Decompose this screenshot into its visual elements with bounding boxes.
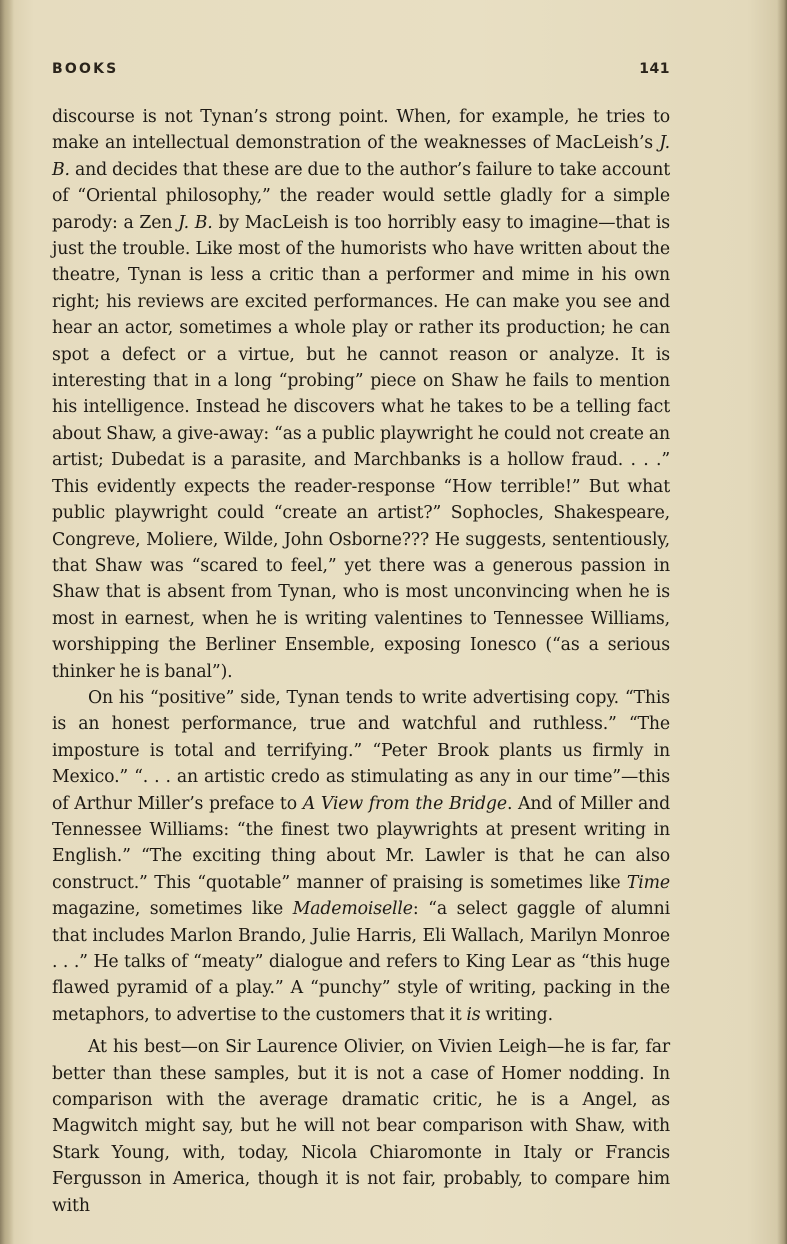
spine-shadow [0, 0, 14, 1244]
play-title-jb: J. B. [52, 133, 670, 180]
text-segment: : “a select gaggle of alumni that includes Marlon Brando, Julie Harris, Eli Wallach, Marilyn Monroe . . .” He talks of “meaty” dialogue and refers to King Lear as “this huge flawed pyramid of a play.” A “punchy” style of writing, packing in the metaphors, to advertise to the customers that it [52, 899, 670, 1025]
magazine-title: Mademoiselle [292, 899, 413, 920]
text-segment: discourse is not Tynan’s strong point. When, for example, he tries to make an intellectual demonstration of the weaknesses of MacLeish’s [52, 107, 670, 154]
paragraph-1 [52, 104, 670, 685]
running-head [52, 61, 670, 83]
magazine-title: Time [626, 872, 670, 893]
text-segment: by MacLeish is too horribly easy to imagine—that is just the trouble. Like most of the humorists who have written about the theatre, Tynan is less a critic than a performer and mime in his own right; his reviews are excited performances. He can make you see and hear an actor, sometimes a whole play or rather its production; he can spot a defect or a virtue, but he cannot reason or analyze. It is interesting that in a long “probing” piece on Shaw he fails to mention his intelligence. Instead he discovers what he takes to be a telling fact about Shaw, a give-away: “as a public playwright he could not create an artist; Dubedat is a parasite, and Marchbanks is a hollow fraud. . . .” This evidently expects the reader-response “How terrible!” But what public playwright could “create an artist?” Sophocles, Shakespeare, Congreve, Moliere, Wilde, John Osborne??? He suggests, sententiously, that Shaw was “scared to feel,” yet there was a generous passion in Shaw that is absent from Tynan, who is most unconvincing when he is most in earnest, when he is writing valentines to Tennessee Williams, worshipping the Berliner Ensemble, exposing Ionesco (“as a serious thinker he is banal”). [52, 212, 671, 682]
play-title-jb: J. B. [178, 212, 213, 233]
emphasis: is [466, 1004, 481, 1025]
page-number: 141 [639, 61, 670, 77]
text-segment: writing. [480, 1004, 553, 1025]
text-segment: and decides that these are due to the author’s failure to take account of “Oriental philosophy,” the reader would settle gladly for a simple parody: a Zen [52, 159, 670, 233]
text-segment: At his best—on Sir Laurence Olivier, on Vivien Leigh—he is far, far better than these samples, but it is not a case of Homer nodding. In comparison with the average dramatic critic, he is a Angel, as Magwitch might say, but he will not bear comparison with Shaw, with Stark Young, with, today, Nicola Chiaromonte in Italy or Francis Fergusson in America, though it is not fair, probably, to compare him with [52, 1037, 670, 1216]
paragraph-2 [52, 685, 670, 1028]
paragraph-3 [52, 1034, 670, 1219]
play-title: A View from the Bridge [302, 793, 507, 814]
text-segment: . And of Miller and Tennessee Williams: “the finest two playwrights at present writing in English.” “The exciting thing about Mr. Lawler is that he can also construct.” This “quotable” manner of praising is sometimes like [52, 793, 670, 893]
body-text [52, 104, 670, 1219]
section-title: BOOKS [52, 61, 119, 77]
text-segment: On his “positive” side, Tynan tends to write advertising copy. “This is an honest performance, true and watchful and ruthless.” “The imposture is total and terrifying.” “Peter Brook plants us firmly in Mexico.” “. . . an artistic credo as stimulating as any in our time”—this of Arthur Miller’s preface to [52, 687, 670, 814]
page-edge [777, 0, 787, 1244]
text-segment: magazine, sometimes like [52, 899, 293, 920]
